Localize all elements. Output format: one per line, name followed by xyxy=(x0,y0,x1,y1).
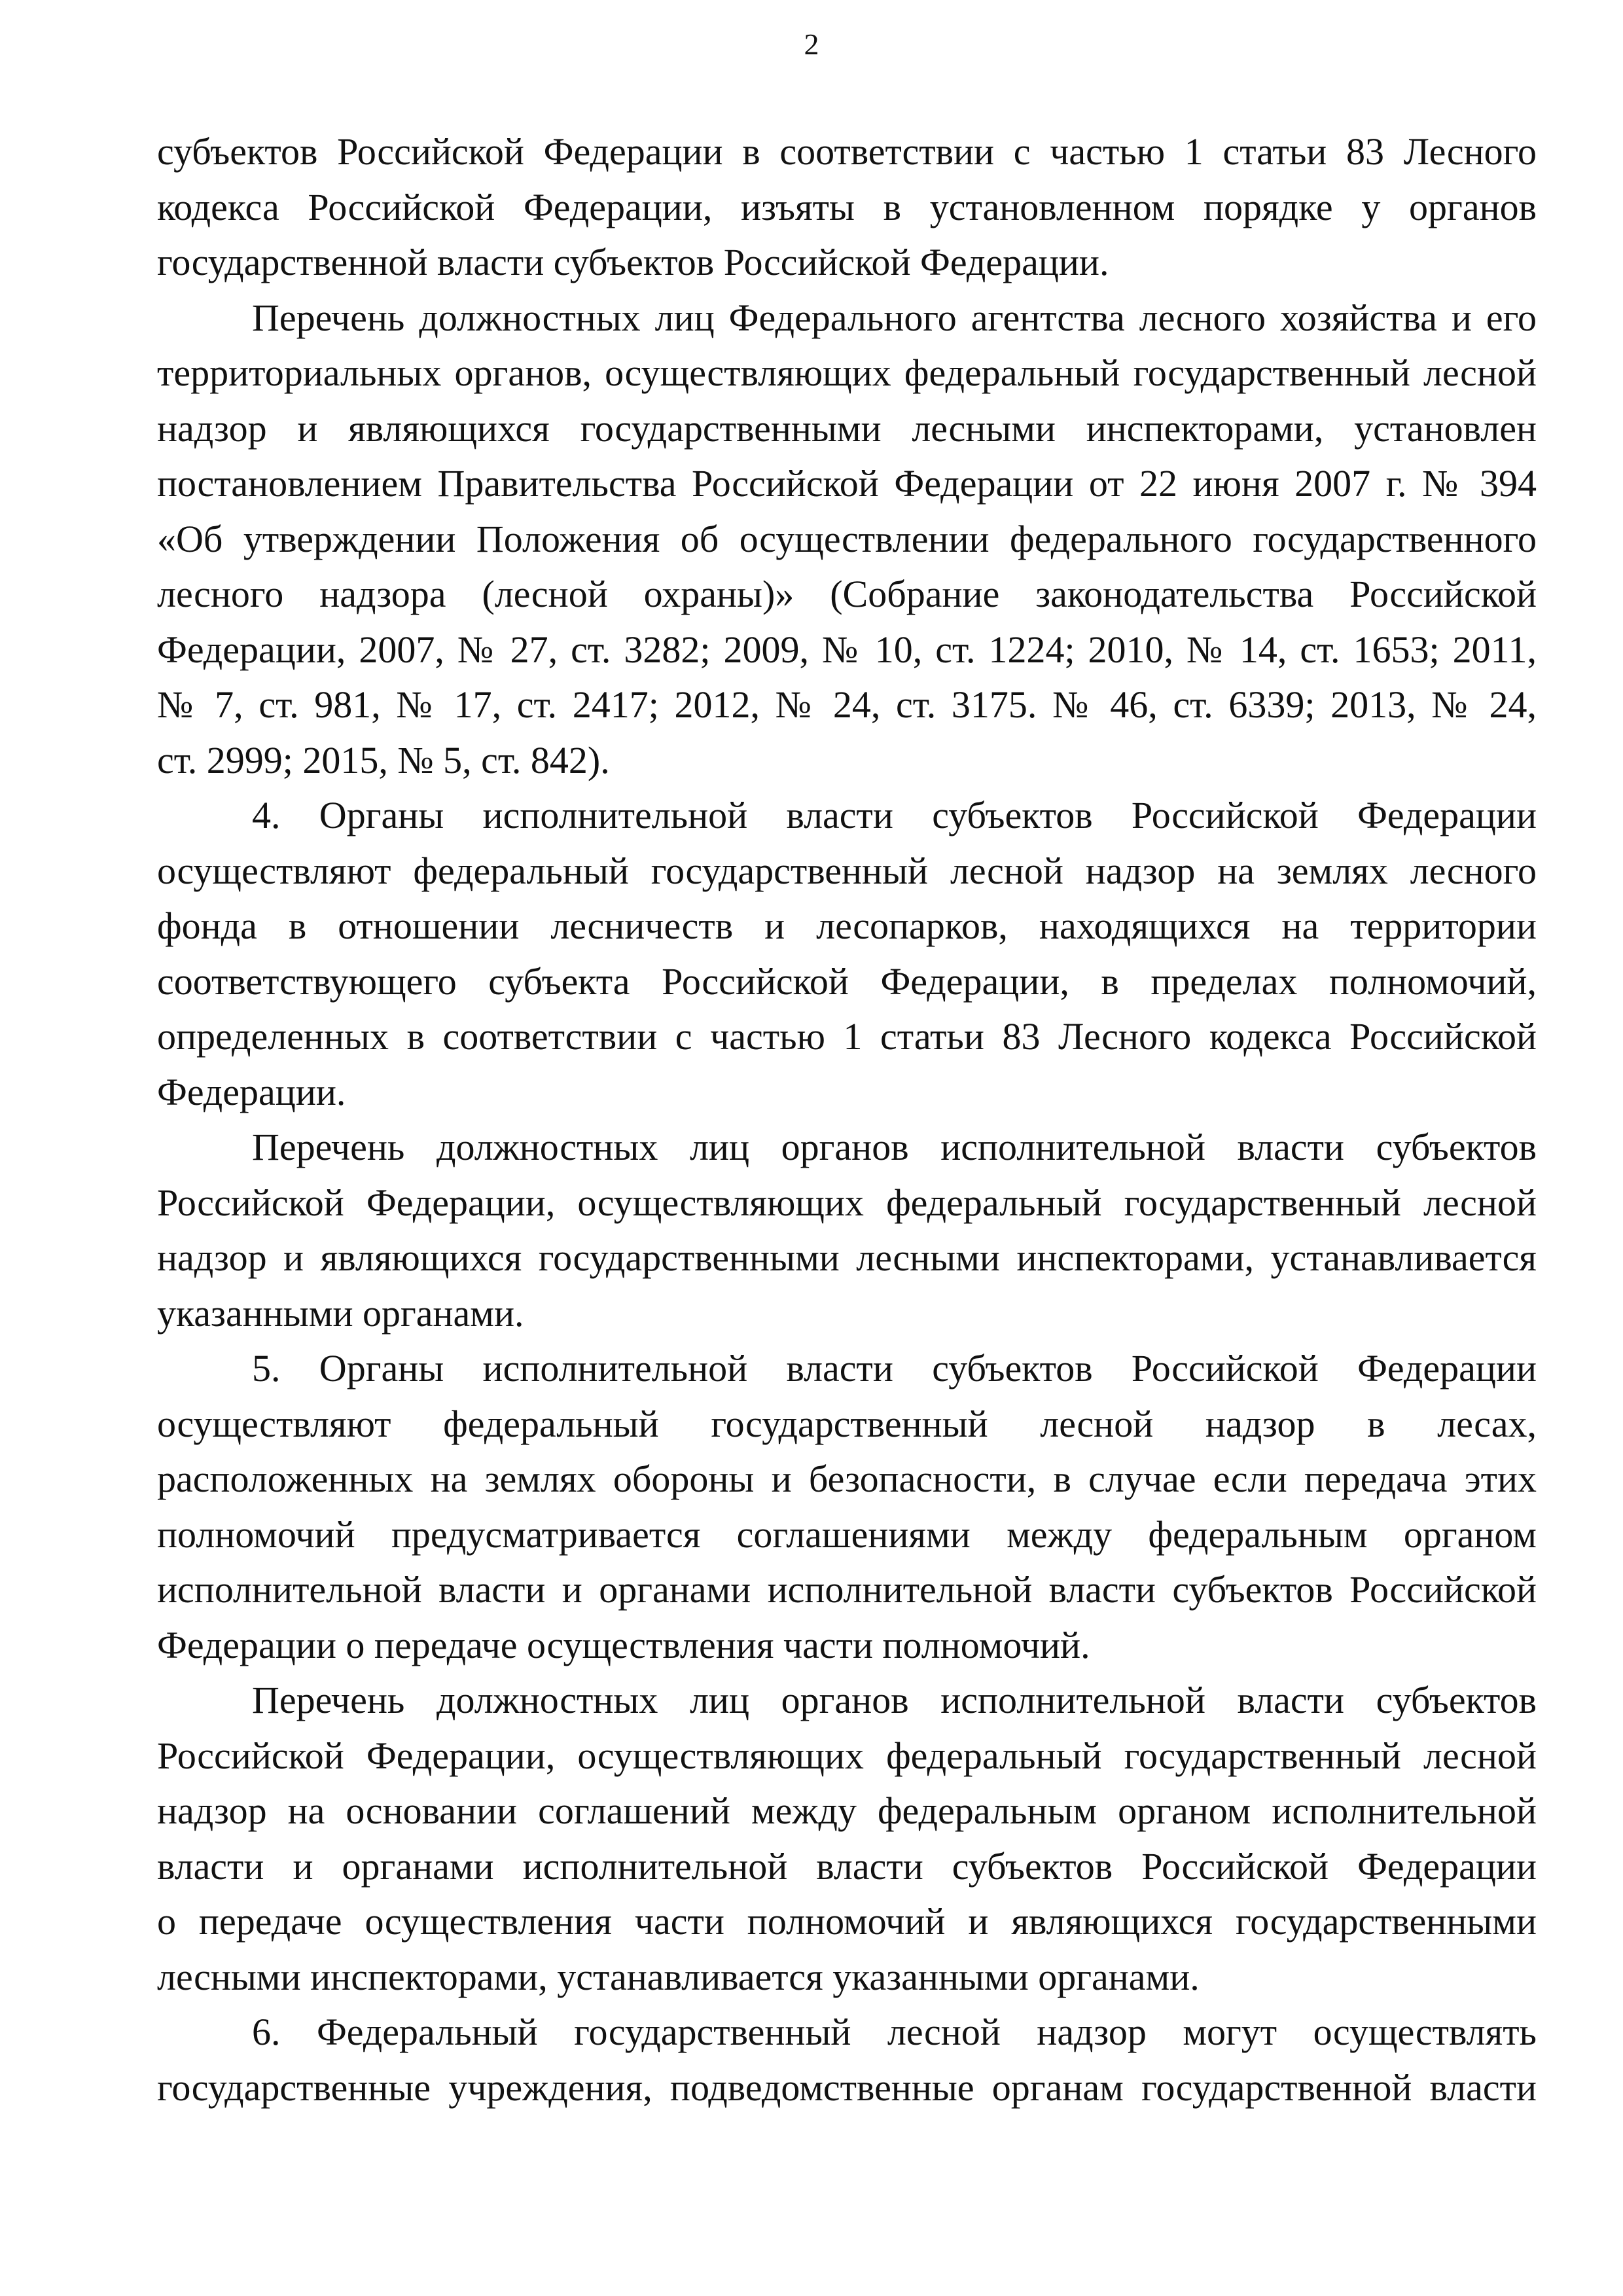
text-line: 4. Органы исполнительной власти субъектов Российской Федерации xyxy=(252,794,1537,836)
document-body xyxy=(157,124,1537,2115)
paragraph-item-6 xyxy=(157,2005,1537,2115)
paragraph-officials-list-federal xyxy=(157,291,1537,789)
text-line: расположенных на землях обороны и безопасности, в случае если передача этих xyxy=(157,1458,1537,1500)
text-line: 6. Федеральный государственный лесной надзор могут осуществлять xyxy=(252,2011,1537,2053)
paragraph-officials-list-agreements xyxy=(157,1673,1537,2005)
text-line: о передаче осуществления части полномочий и являющихся государственными xyxy=(157,1900,1537,1943)
text-line: соответствующего субъекта Российской Федерации, в пределах полномочий, xyxy=(157,960,1537,1003)
text-line: указанными органами. xyxy=(157,1291,524,1335)
text-line: лесными инспекторами, устанавливается указанными органами. xyxy=(157,1955,1200,1998)
text-line: 5. Органы исполнительной власти субъектов Российской Федерации xyxy=(252,1347,1537,1390)
text-line: постановлением Правительства Российской Федерации от 22 июня 2007 г. № 394 xyxy=(157,462,1537,505)
paragraph-officials-list-regional xyxy=(157,1120,1537,1341)
text-line: субъектов Российской Федерации в соответствии с частью 1 статьи 83 Лесного xyxy=(157,130,1537,173)
text-line: исполнительной власти и органами исполнительной власти субъектов Российской xyxy=(157,1568,1537,1611)
text-line: Перечень должностных лиц органов исполнительной власти субъектов xyxy=(252,1126,1537,1168)
paragraph-item-5 xyxy=(157,1341,1537,1673)
text-line: государственные учреждения, подведомственные органам государственной власти xyxy=(157,2066,1537,2109)
text-line: надзор и являющихся государственными лесными инспекторами, устанавливается xyxy=(157,1236,1537,1279)
text-line: фонда в отношении лесничеств и лесопарков, находящихся на территории xyxy=(157,905,1537,947)
text-line: Федерации о передаче осуществления части полномочий. xyxy=(157,1623,1090,1666)
text-line: надзор и являющихся государственными лесными инспекторами, установлен xyxy=(157,406,1537,450)
text-line: Федерации, 2007, № 27, ст. 3282; 2009, № 10, ст. 1224; 2010, № 14, ст. 1653; 2011, xyxy=(157,628,1537,671)
text-line: полномочий предусматривается соглашениями между федеральным органом xyxy=(157,1513,1537,1556)
text-line: лесного надзора (лесной охраны)» (Собрание законодательства Российской xyxy=(157,573,1537,615)
text-line: территориальных органов, осуществляющих федеральный государственный лесной xyxy=(157,351,1537,394)
text-line: надзор на основании соглашений между федеральным органом исполнительной xyxy=(157,1789,1537,1832)
text-line: власти и органами исполнительной власти субъектов Российской Федерации xyxy=(157,1844,1537,1888)
text-line: Российской Федерации, осуществляющих федеральный государственный лесной xyxy=(157,1181,1537,1224)
text-line: осуществляют федеральный государственный лесной надзор на землях лесного xyxy=(157,849,1537,892)
text-line: ст. 2999; 2015, № 5, ст. 842). xyxy=(157,738,610,781)
text-line: Перечень должностных лиц органов исполнительной власти субъектов xyxy=(252,1679,1537,1721)
text-line: кодекса Российской Федерации, изъяты в установленном порядке у органов xyxy=(157,185,1537,228)
text-line: государственной власти субъектов Российской Федерации. xyxy=(157,241,1109,283)
paragraph-item-4 xyxy=(157,788,1537,1120)
paragraph-continuation xyxy=(157,124,1537,291)
text-line: № 7, ст. 981, № 17, ст. 2417; 2012, № 24, ст. 3175. № 46, ст. 6339; 2013, № 24, xyxy=(157,683,1537,726)
text-line: определенных в соответствии с частью 1 статьи 83 Лесного кодекса Российской xyxy=(157,1015,1537,1058)
text-line: Перечень должностных лиц Федерального агентства лесного хозяйства и его xyxy=(252,296,1537,339)
text-line: Российской Федерации, осуществляющих федеральный государственный лесной xyxy=(157,1734,1537,1777)
text-line: Федерации. xyxy=(157,1070,346,1113)
text-line: «Об утверждении Положения об осуществлении федерального государственного xyxy=(157,517,1537,560)
text-line: осуществляют федеральный государственный лесной надзор в лесах, xyxy=(157,1402,1537,1445)
page-number: 2 xyxy=(804,27,819,61)
